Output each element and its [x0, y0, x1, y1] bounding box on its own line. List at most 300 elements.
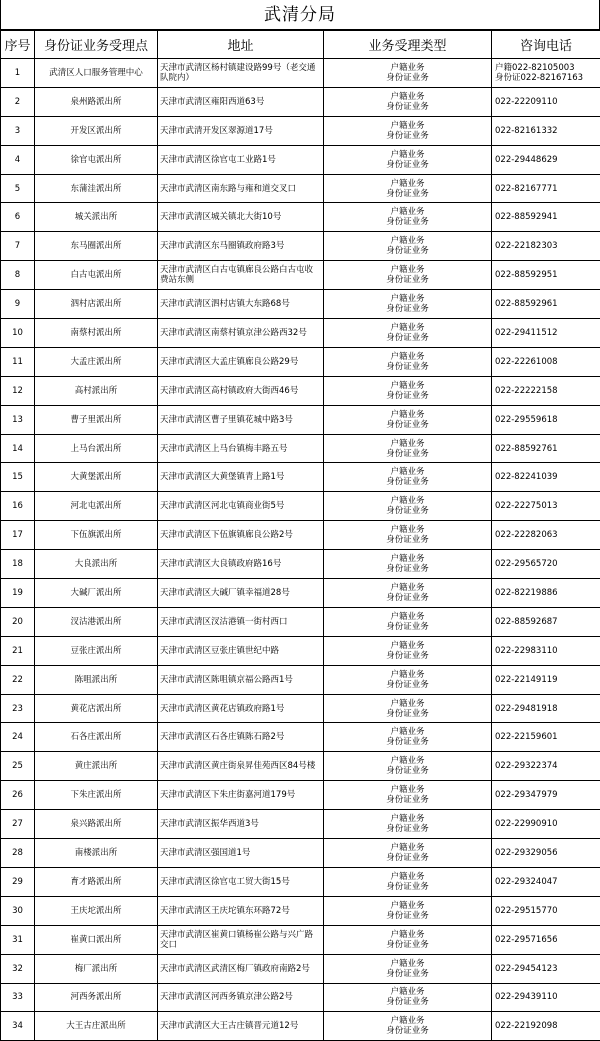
service-type-cell	[324, 752, 492, 781]
phone-cell-line: 022-82161332	[495, 126, 598, 136]
phone-cell-line: 022-29329056	[495, 848, 598, 858]
phone-cell-line: 022-22159601	[495, 732, 598, 742]
service-type-cell-line: 户籍业务	[326, 63, 489, 73]
service-type-cell	[324, 781, 492, 810]
phone-cell	[492, 145, 600, 174]
service-point-cell: 大良派出所	[35, 550, 158, 579]
header-service-type: 业务受理类型	[324, 31, 492, 59]
address-cell: 天津市武清区大良镇政府路16号	[158, 550, 324, 579]
phone-cell	[492, 983, 600, 1012]
row-index-cell: 33	[1, 983, 35, 1012]
service-type-cell	[324, 319, 492, 348]
row-index-cell: 20	[1, 607, 35, 636]
service-type-cell-line: 身份证业务	[326, 766, 489, 776]
service-type-cell	[324, 867, 492, 896]
service-type-cell-line: 身份证业务	[326, 940, 489, 950]
service-type-cell-line: 身份证业务	[326, 911, 489, 921]
table-row	[1, 116, 600, 145]
address-cell: 天津市武清区大黄堡镇青上路1号	[158, 463, 324, 492]
address-cell: 天津市武清区王庆坨镇东环路72号	[158, 896, 324, 925]
service-type-cell	[324, 347, 492, 376]
address-cell: 天津市武清区陈咀镇京福公路西1号	[158, 665, 324, 694]
service-type-cell-line: 户籍业务	[326, 121, 489, 131]
service-type-cell-line: 身份证业务	[326, 160, 489, 170]
table-row	[1, 434, 600, 463]
row-index-cell: 3	[1, 116, 35, 145]
phone-cell	[492, 607, 600, 636]
service-point-cell: 上马台派出所	[35, 434, 158, 463]
table-row	[1, 174, 600, 203]
service-type-cell-line: 身份证业务	[326, 1026, 489, 1036]
service-type-cell-line: 户籍业务	[326, 814, 489, 824]
service-type-cell	[324, 607, 492, 636]
phone-cell-line: 022-82241039	[495, 472, 598, 482]
service-type-cell	[324, 434, 492, 463]
address-cell: 天津市武清区上马台镇梅丰路五号	[158, 434, 324, 463]
service-type-cell-line: 户籍业务	[326, 496, 489, 506]
table-row	[1, 376, 600, 405]
address-cell: 天津市武清区下伍旗镇廊良公路2号	[158, 521, 324, 550]
service-type-cell-line: 身份证业务	[326, 449, 489, 459]
address-cell: 天津市武清区武清区梅厂镇政府南路2号	[158, 954, 324, 983]
service-type-cell-line: 身份证业务	[326, 997, 489, 1007]
service-type-cell	[324, 550, 492, 579]
address-cell: 天津市武清区高村镇政府大街西46号	[158, 376, 324, 405]
service-type-cell-line: 户籍业务	[326, 207, 489, 217]
service-point-cell: 城关派出所	[35, 203, 158, 232]
table-row	[1, 781, 600, 810]
service-point-cell: 河西务派出所	[35, 983, 158, 1012]
header-phone: 咨询电话	[492, 31, 600, 59]
service-type-cell	[324, 839, 492, 868]
table-row	[1, 694, 600, 723]
phone-cell	[492, 232, 600, 261]
service-type-cell-line: 身份证业务	[326, 882, 489, 892]
service-points-table	[0, 30, 600, 1041]
table-row	[1, 723, 600, 752]
service-type-cell	[324, 405, 492, 434]
service-type-cell	[324, 203, 492, 232]
phone-cell	[492, 550, 600, 579]
service-type-cell-line: 身份证业务	[326, 420, 489, 430]
service-point-cell: 育才路派出所	[35, 867, 158, 896]
phone-cell	[492, 1012, 600, 1041]
service-type-cell-line: 户籍业务	[326, 1016, 489, 1026]
address-cell: 天津市武清区东马圈镇政府路3号	[158, 232, 324, 261]
service-type-cell-line: 户籍业务	[326, 959, 489, 969]
service-point-cell: 黄庄派出所	[35, 752, 158, 781]
service-point-cell: 开发区派出所	[35, 116, 158, 145]
header-index: 序号	[1, 31, 35, 59]
page-title: 武清分局	[0, 0, 600, 30]
service-type-cell-line: 户籍业务	[326, 150, 489, 160]
address-cell: 天津市武清区城关镇北大街10号	[158, 203, 324, 232]
row-index-cell: 8	[1, 261, 35, 290]
service-type-cell-line: 身份证业务	[326, 680, 489, 690]
phone-cell-line: 022-88592761	[495, 444, 598, 454]
header-service-point: 身份证业务受理点	[35, 31, 158, 59]
service-type-cell-line: 身份证业务	[326, 651, 489, 661]
phone-cell-line: 022-22192098	[495, 1021, 598, 1031]
table-row	[1, 87, 600, 116]
phone-cell-line: 022-22222158	[495, 386, 598, 396]
address-cell: 天津市武清区大碱厂镇幸福道28号	[158, 579, 324, 608]
address-cell: 天津市武清区泗村店镇大东路68号	[158, 290, 324, 319]
table-row	[1, 752, 600, 781]
service-point-cell: 崔黄口派出所	[35, 925, 158, 954]
phone-cell-line: 022-29559618	[495, 415, 598, 425]
service-type-cell	[324, 59, 492, 88]
table-header-row	[1, 31, 600, 59]
row-index-cell: 24	[1, 723, 35, 752]
row-index-cell: 25	[1, 752, 35, 781]
phone-cell	[492, 319, 600, 348]
service-type-cell-line: 户籍业务	[326, 352, 489, 362]
service-point-cell: 东蒲洼派出所	[35, 174, 158, 203]
phone-cell	[492, 752, 600, 781]
phone-cell	[492, 896, 600, 925]
service-type-cell-line: 身份证业务	[326, 593, 489, 603]
phone-cell	[492, 405, 600, 434]
phone-cell	[492, 87, 600, 116]
phone-cell	[492, 116, 600, 145]
table-row	[1, 1012, 600, 1041]
row-index-cell: 16	[1, 492, 35, 521]
service-type-cell-line: 户籍业务	[326, 583, 489, 593]
row-index-cell: 9	[1, 290, 35, 319]
service-type-cell-line: 户籍业务	[326, 323, 489, 333]
table-row	[1, 405, 600, 434]
row-index-cell: 30	[1, 896, 35, 925]
address-cell: 天津市武清开发区翠源道17号	[158, 116, 324, 145]
row-index-cell: 34	[1, 1012, 35, 1041]
phone-cell-line: 022-22182303	[495, 241, 598, 251]
phone-cell-line: 022-29515770	[495, 906, 598, 916]
row-index-cell: 10	[1, 319, 35, 348]
phone-cell-line: 022-29411512	[495, 328, 598, 338]
service-type-cell-line: 户籍业务	[326, 439, 489, 449]
row-index-cell: 19	[1, 579, 35, 608]
row-index-cell: 27	[1, 810, 35, 839]
phone-cell-line: 022-29347979	[495, 790, 598, 800]
table-row	[1, 636, 600, 665]
phone-cell	[492, 810, 600, 839]
service-type-cell-line: 身份证业务	[326, 737, 489, 747]
row-index-cell: 13	[1, 405, 35, 434]
table-row	[1, 867, 600, 896]
address-cell: 天津市武清区崔黄口镇杨崔公路与兴广路交口	[158, 925, 324, 954]
phone-cell	[492, 261, 600, 290]
service-type-cell-line: 身份证业务	[326, 506, 489, 516]
phone-cell-line: 022-29565720	[495, 559, 598, 569]
service-point-cell: 东马圈派出所	[35, 232, 158, 261]
service-type-cell-line: 户籍业务	[326, 381, 489, 391]
phone-cell	[492, 579, 600, 608]
table-row	[1, 232, 600, 261]
service-type-cell	[324, 87, 492, 116]
address-cell: 天津市武清区汊沽港镇一街村西口	[158, 607, 324, 636]
table-row	[1, 896, 600, 925]
service-point-cell: 梅厂派出所	[35, 954, 158, 983]
row-index-cell: 1	[1, 59, 35, 88]
phone-cell-line: 022-88592951	[495, 270, 598, 280]
service-type-cell	[324, 665, 492, 694]
service-type-cell-line: 身份证业务	[326, 304, 489, 314]
table-body	[1, 59, 600, 1041]
service-point-cell: 河北屯派出所	[35, 492, 158, 521]
row-index-cell: 28	[1, 839, 35, 868]
service-type-cell-line: 户籍业务	[326, 236, 489, 246]
phone-cell	[492, 290, 600, 319]
phone-cell-line: 022-82167771	[495, 184, 598, 194]
table-row	[1, 261, 600, 290]
phone-cell-line: 户籍022-82105003	[495, 63, 598, 73]
service-type-cell-line: 身份证业务	[326, 564, 489, 574]
service-type-cell	[324, 492, 492, 521]
service-point-cell: 南蔡村派出所	[35, 319, 158, 348]
service-type-cell-line: 户籍业务	[326, 265, 489, 275]
phone-cell-line: 022-29481918	[495, 704, 598, 714]
service-type-cell-line: 身份证业务	[326, 535, 489, 545]
service-type-cell-line: 户籍业务	[326, 785, 489, 795]
row-index-cell: 26	[1, 781, 35, 810]
table-row	[1, 954, 600, 983]
row-index-cell: 15	[1, 463, 35, 492]
service-type-cell	[324, 376, 492, 405]
table-row	[1, 579, 600, 608]
phone-cell-line: 身份证022-82167163	[495, 73, 598, 83]
phone-cell-line: 022-88592961	[495, 299, 598, 309]
service-point-cell: 陈咀派出所	[35, 665, 158, 694]
table-row	[1, 347, 600, 376]
address-cell: 天津市武清区雍阳西道63号	[158, 87, 324, 116]
service-type-cell-line: 身份证业务	[326, 102, 489, 112]
header-address: 地址	[158, 31, 324, 59]
phone-cell	[492, 636, 600, 665]
address-cell: 天津市武清区白古屯镇廊良公路白古屯收费站东侧	[158, 261, 324, 290]
address-cell: 天津市武清区曹子里镇花城中路3号	[158, 405, 324, 434]
table-row	[1, 521, 600, 550]
service-type-cell-line: 户籍业务	[326, 612, 489, 622]
row-index-cell: 29	[1, 867, 35, 896]
service-point-cell: 徐官屯派出所	[35, 145, 158, 174]
address-cell: 天津市武清区河北屯镇商业街5号	[158, 492, 324, 521]
phone-cell-line: 022-88592687	[495, 617, 598, 627]
table-row	[1, 145, 600, 174]
service-point-cell: 汊沽港派出所	[35, 607, 158, 636]
phone-cell-line: 022-22209110	[495, 97, 598, 107]
phone-cell	[492, 925, 600, 954]
service-type-cell	[324, 954, 492, 983]
service-type-cell	[324, 810, 492, 839]
service-type-cell-line: 户籍业务	[326, 92, 489, 102]
row-index-cell: 14	[1, 434, 35, 463]
service-type-cell-line: 户籍业务	[326, 872, 489, 882]
service-point-cell: 豆张庄派出所	[35, 636, 158, 665]
phone-cell	[492, 376, 600, 405]
phone-cell-line: 022-29454123	[495, 964, 598, 974]
service-type-cell	[324, 694, 492, 723]
row-index-cell: 11	[1, 347, 35, 376]
service-type-cell-line: 户籍业务	[326, 410, 489, 420]
service-type-cell	[324, 1012, 492, 1041]
phone-cell	[492, 665, 600, 694]
phone-cell-line: 022-29324047	[495, 877, 598, 887]
service-type-cell-line: 身份证业务	[326, 333, 489, 343]
phone-cell	[492, 434, 600, 463]
table-row	[1, 59, 600, 88]
service-type-cell	[324, 723, 492, 752]
service-type-cell	[324, 290, 492, 319]
service-type-cell-line: 户籍业务	[326, 641, 489, 651]
row-index-cell: 17	[1, 521, 35, 550]
table-row	[1, 290, 600, 319]
service-type-cell-line: 身份证业务	[326, 477, 489, 487]
phone-cell	[492, 463, 600, 492]
service-type-cell-line: 身份证业务	[326, 275, 489, 285]
service-type-cell-line: 身份证业务	[326, 795, 489, 805]
service-type-cell-line: 身份证业务	[326, 73, 489, 83]
service-type-cell-line: 身份证业务	[326, 824, 489, 834]
phone-cell-line: 022-22275013	[495, 501, 598, 511]
phone-cell	[492, 723, 600, 752]
address-cell: 天津市武清区黄花店镇政府路1号	[158, 694, 324, 723]
table-row	[1, 203, 600, 232]
address-cell: 天津市武清区强国道1号	[158, 839, 324, 868]
address-cell: 天津市武清区石各庄镇陈石路2号	[158, 723, 324, 752]
row-index-cell: 12	[1, 376, 35, 405]
service-type-cell	[324, 261, 492, 290]
service-point-cell: 泉州路派出所	[35, 87, 158, 116]
table-row	[1, 810, 600, 839]
service-type-cell-line: 户籍业务	[326, 930, 489, 940]
service-type-cell	[324, 925, 492, 954]
service-type-cell	[324, 232, 492, 261]
phone-cell	[492, 492, 600, 521]
address-cell: 天津市武清区下朱庄街嘉河道179号	[158, 781, 324, 810]
service-type-cell-line: 户籍业务	[326, 987, 489, 997]
service-point-cell: 泗村店派出所	[35, 290, 158, 319]
phone-cell-line: 022-82219886	[495, 588, 598, 598]
address-cell: 天津市武清区黄庄街泉昇佳苑西区84号楼	[158, 752, 324, 781]
service-type-cell	[324, 463, 492, 492]
service-type-cell-line: 户籍业务	[326, 525, 489, 535]
row-index-cell: 31	[1, 925, 35, 954]
service-type-cell-line: 户籍业务	[326, 699, 489, 709]
service-type-cell-line: 户籍业务	[326, 727, 489, 737]
phone-cell	[492, 521, 600, 550]
phone-cell-line: 022-22990910	[495, 819, 598, 829]
row-index-cell: 22	[1, 665, 35, 694]
row-index-cell: 2	[1, 87, 35, 116]
service-type-cell-line: 户籍业务	[326, 901, 489, 911]
address-cell: 天津市武清区南东路与雍和道交叉口	[158, 174, 324, 203]
phone-cell-line: 022-88592941	[495, 212, 598, 222]
phone-cell	[492, 781, 600, 810]
service-type-cell	[324, 174, 492, 203]
service-type-cell-line: 身份证业务	[326, 391, 489, 401]
address-cell: 天津市武清区河西务镇京津公路2号	[158, 983, 324, 1012]
service-point-cell: 泉兴路派出所	[35, 810, 158, 839]
row-index-cell: 6	[1, 203, 35, 232]
service-point-cell: 下朱庄派出所	[35, 781, 158, 810]
phone-cell	[492, 954, 600, 983]
service-type-cell-line: 户籍业务	[326, 554, 489, 564]
service-type-cell	[324, 579, 492, 608]
service-type-cell-line: 身份证业务	[326, 969, 489, 979]
service-type-cell	[324, 116, 492, 145]
service-point-cell: 王庆坨派出所	[35, 896, 158, 925]
address-cell: 天津市武清区大王古庄镇晋元道12号	[158, 1012, 324, 1041]
table-row	[1, 550, 600, 579]
row-index-cell: 32	[1, 954, 35, 983]
service-point-cell: 下伍旗派出所	[35, 521, 158, 550]
service-point-cell: 石各庄派出所	[35, 723, 158, 752]
service-point-cell: 高村派出所	[35, 376, 158, 405]
row-index-cell: 23	[1, 694, 35, 723]
service-point-cell: 白古屯派出所	[35, 261, 158, 290]
row-index-cell: 18	[1, 550, 35, 579]
phone-cell	[492, 347, 600, 376]
service-type-cell-line: 身份证业务	[326, 622, 489, 632]
address-cell: 天津市武清区南蔡村镇京津公路西32号	[158, 319, 324, 348]
phone-cell-line: 022-29448629	[495, 155, 598, 165]
service-type-cell-line: 户籍业务	[326, 467, 489, 477]
row-index-cell: 7	[1, 232, 35, 261]
service-type-cell-line: 户籍业务	[326, 670, 489, 680]
service-point-cell: 大王古庄派出所	[35, 1012, 158, 1041]
table-row	[1, 492, 600, 521]
service-type-cell-line: 户籍业务	[326, 843, 489, 853]
phone-cell	[492, 174, 600, 203]
service-type-cell	[324, 983, 492, 1012]
service-type-cell-line: 身份证业务	[326, 362, 489, 372]
service-type-cell	[324, 145, 492, 174]
row-index-cell: 5	[1, 174, 35, 203]
service-type-cell-line: 身份证业务	[326, 189, 489, 199]
phone-cell-line: 022-22149119	[495, 675, 598, 685]
service-point-cell: 黄花店派出所	[35, 694, 158, 723]
service-type-cell	[324, 521, 492, 550]
table-row	[1, 925, 600, 954]
service-type-cell-line: 身份证业务	[326, 246, 489, 256]
service-point-cell: 大碱厂派出所	[35, 579, 158, 608]
phone-cell-line: 022-22261008	[495, 357, 598, 367]
address-cell: 天津市武清区徐官屯工贸大街15号	[158, 867, 324, 896]
service-type-cell	[324, 896, 492, 925]
address-cell: 天津市武清区徐官屯工业路1号	[158, 145, 324, 174]
table-row	[1, 607, 600, 636]
service-point-cell: 大黄堡派出所	[35, 463, 158, 492]
service-type-cell-line: 户籍业务	[326, 179, 489, 189]
service-type-cell-line: 户籍业务	[326, 294, 489, 304]
service-type-cell-line: 身份证业务	[326, 709, 489, 719]
address-cell: 天津市武清区振华西道3号	[158, 810, 324, 839]
service-type-cell-line: 户籍业务	[326, 756, 489, 766]
service-type-cell-line: 身份证业务	[326, 217, 489, 227]
row-index-cell: 4	[1, 145, 35, 174]
phone-cell	[492, 839, 600, 868]
phone-cell	[492, 694, 600, 723]
phone-cell	[492, 867, 600, 896]
phone-cell-line: 022-29571656	[495, 935, 598, 945]
table-row	[1, 983, 600, 1012]
row-index-cell: 21	[1, 636, 35, 665]
phone-cell-line: 022-22282063	[495, 530, 598, 540]
phone-cell-line: 022-29439110	[495, 992, 598, 1002]
table-row	[1, 463, 600, 492]
service-point-cell: 曹子里派出所	[35, 405, 158, 434]
